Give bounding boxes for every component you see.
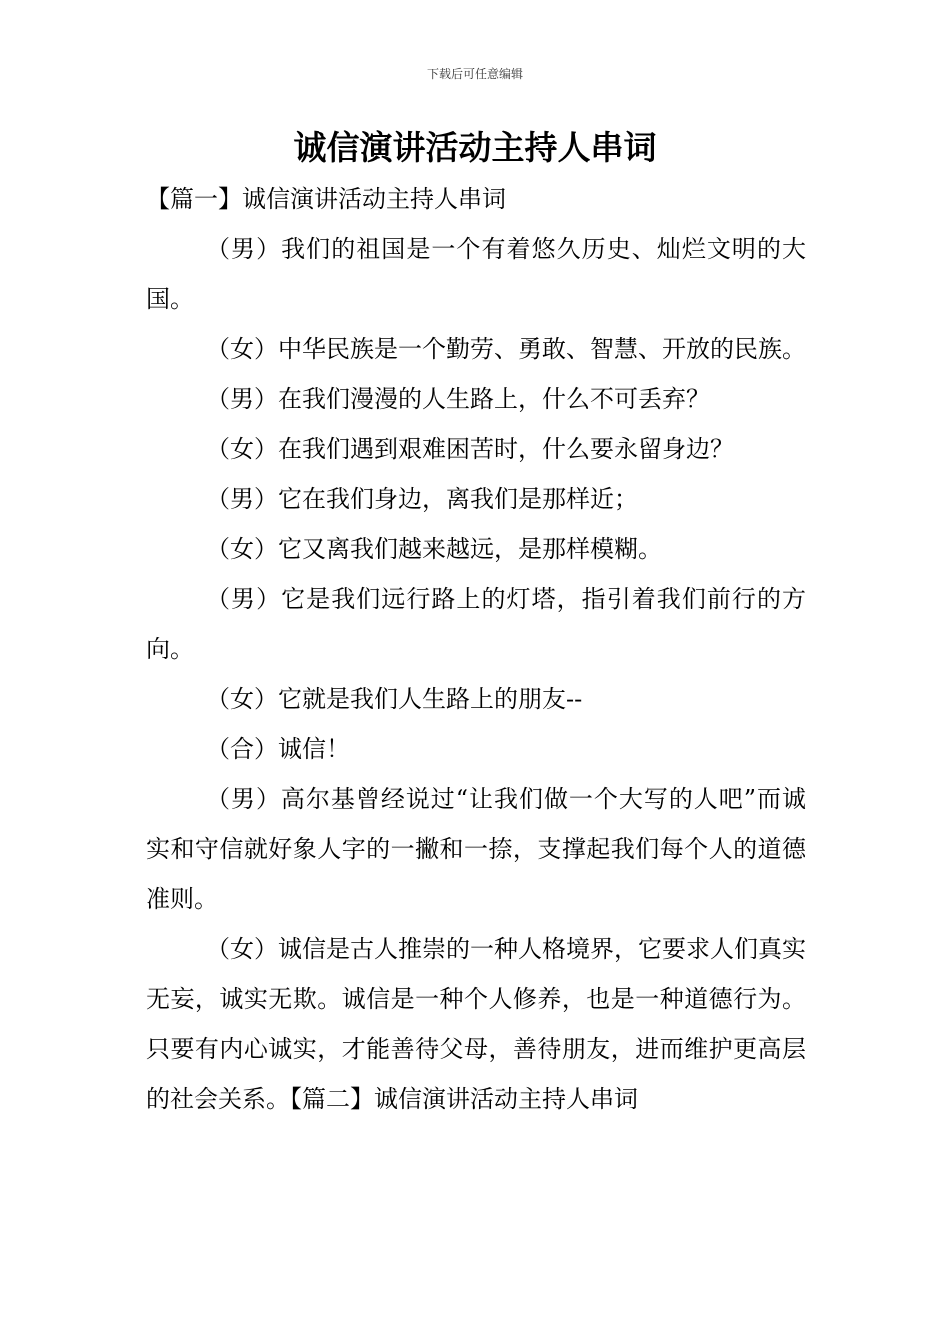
- header-note: 下载后可任意编辑: [426, 67, 523, 81]
- paragraph: （男）它是我们远行路上的灯塔，指引着我们前行的方向。: [146, 585, 806, 663]
- paragraph: （合）诚信！: [206, 735, 350, 763]
- paragraph: （女）中华民族是一个勤劳、勇敢、智慧、开放的民族。: [206, 335, 806, 363]
- paragraph: （男）它在我们身边，离我们是那样近；: [206, 485, 638, 513]
- section-heading: 【篇一】诚信演讲活动主持人串词: [146, 185, 506, 213]
- document-body: [146, 174, 806, 1124]
- paragraph: （女）诚信是古人推崇的一种人格境界，它要求人们真实无妄，诚实无欺。诚信是一种个人修养，也是一种道德行为。只要有内心诚实，才能善待父母，善待朋友，进而维护更高层的社会关系。【篇二】诚信演讲活动主持人串词: [146, 935, 806, 1113]
- paragraph: （男）我们的祖国是一个有着悠久历史、灿烂文明的大国。: [146, 235, 806, 313]
- paragraph: （女）在我们遇到艰难困苦时，什么要永留身边？: [206, 435, 734, 463]
- paragraph: （女）它就是我们人生路上的朋友--: [206, 685, 583, 713]
- document-title: 诚信演讲活动主持人串词: [293, 128, 657, 167]
- paragraph: （女）它又离我们越来越远，是那样模糊。: [206, 535, 662, 563]
- paragraph: （男）高尔基曾经说过“让我们做一个大写的人吧”而诚实和守信就好象人字的一撇和一捺，支撑起我们每个人的道德准则。: [146, 785, 806, 913]
- paragraph: （男）在我们漫漫的人生路上，什么不可丢弃？: [206, 385, 710, 413]
